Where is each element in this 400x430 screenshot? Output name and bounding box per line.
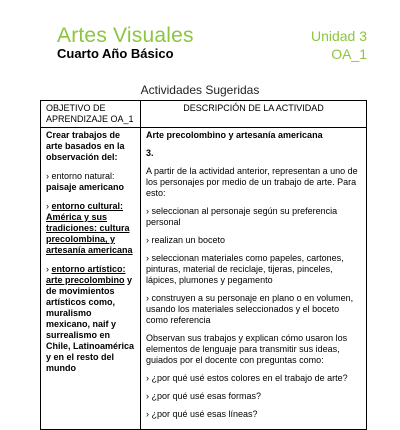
question-item: › ¿por qué usé esas líneas? [146, 409, 258, 419]
item-label: entorno artístico: arte precolombino [46, 264, 126, 285]
activity-intro: A partir de la actividad anterior, representan a uno de los personajes por medio de un trabajo de arte. Para esto: [146, 166, 358, 198]
bullet: › [46, 201, 49, 211]
header-description: DESCRIPCIÓN DE LA ACTIVIDAD [141, 101, 367, 128]
item-text: paisaje americano [46, 182, 125, 192]
objective-item-natural [46, 171, 135, 193]
objective-item-cultural [46, 201, 135, 256]
subject-title: Artes Visuales [57, 24, 194, 47]
table-header-row [41, 101, 367, 128]
objective-cell [41, 128, 141, 430]
item-label: entorno natural: [51, 171, 115, 181]
header-objective: OBJETIVO DE APRENDIZAJE OA_1 [41, 101, 141, 128]
table-row [41, 128, 367, 430]
objective-code: OA_1 [331, 46, 367, 62]
unit-label: Unidad 3 [310, 28, 367, 44]
question-item: › ¿por qué usé esas formas? [146, 391, 262, 401]
item-text: y de movimientos artísticos como, muralismo mexicano, naif y surrealismo en Chile, Latinoamérica y en el resto del mundo [46, 275, 135, 373]
step-item: › realizan un boceto [146, 235, 226, 245]
bullet: › [46, 171, 49, 181]
description-cell [141, 128, 367, 430]
question-item: › ¿por qué usé estos colores en el trabajo de arte? [146, 373, 348, 383]
activity-number: 3. [146, 148, 154, 158]
grade-subtitle: Cuarto Año Básico [57, 46, 174, 61]
observe-text: Observan sus trabajos y explican cómo usaron los elementos de lenguaje para transmitir sus ideas, guiados por el docente con preguntas como: [146, 333, 348, 365]
step-item: › seleccionan materiales como papeles, cartones, pinturas, material de reciclaje, tijeras, pinceles, lápices, plumones y pegamento [146, 253, 344, 285]
activity-table [40, 100, 367, 430]
step-item: › construyen a su personaje en plano o en volumen, usando los materiales seleccionados y el boceto como referencia [146, 293, 354, 325]
bullet: › [46, 264, 49, 274]
step-item: › seleccionan al personaje según su preferencia personal [146, 206, 338, 227]
objective-item-artistic [46, 264, 135, 374]
objective-intro: Crear trabajos de arte basados en la observación del: [46, 130, 125, 162]
item-label: entorno cultural: América y sus tradiciones: cultura precolombina, y artesanía americana [46, 201, 133, 255]
activity-title: Arte precolombino y artesanía americana [146, 130, 323, 140]
document-header [57, 24, 367, 60]
section-title: Actividades Sugeridas [140, 83, 260, 97]
